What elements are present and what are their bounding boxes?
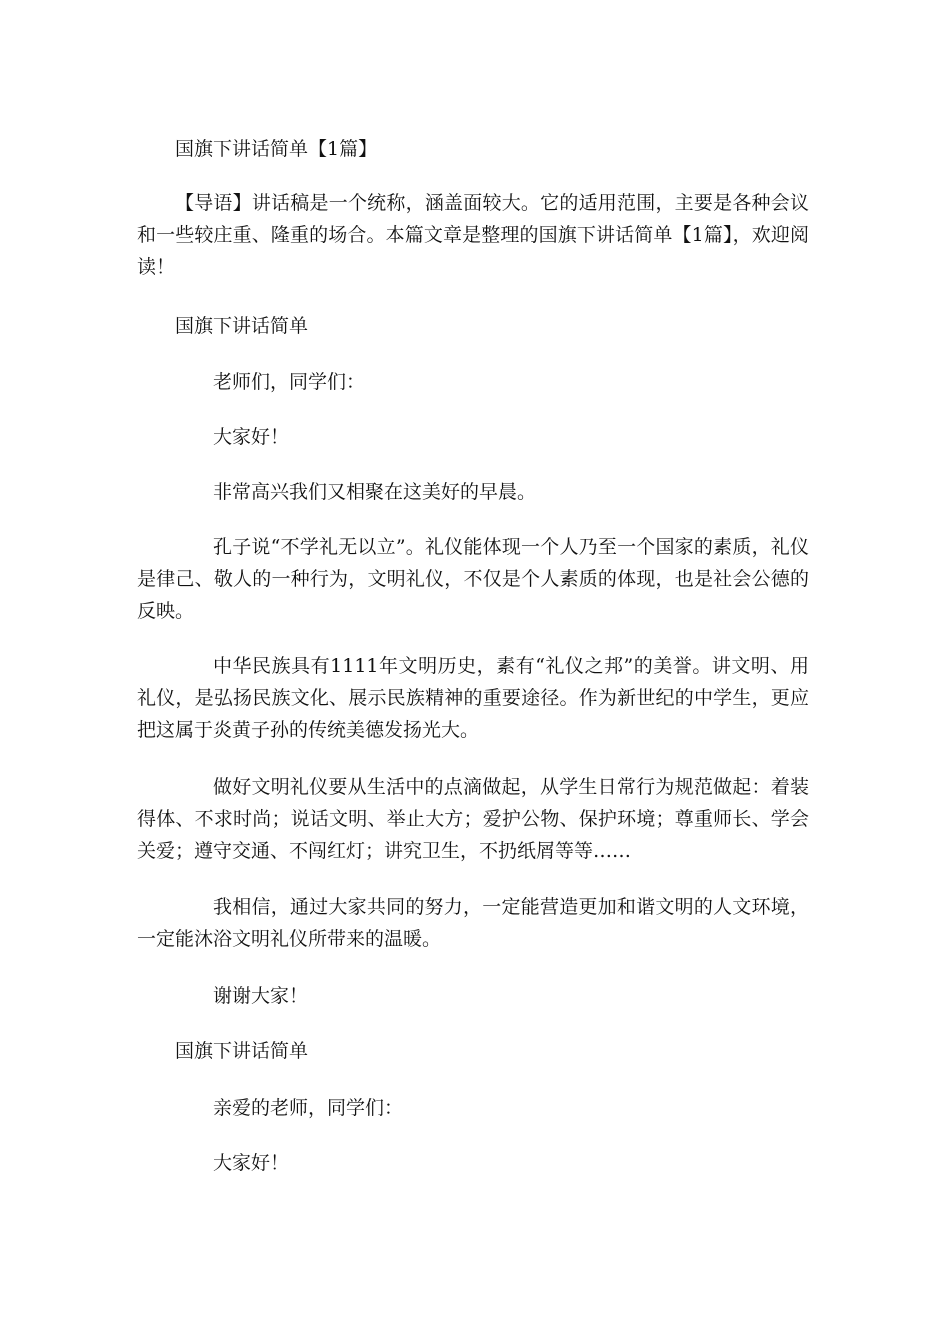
speech1-paragraph-1: 非常高兴我们又相聚在这美好的早晨。 — [213, 481, 537, 503]
speech1-paragraph-3: 中华民族具有1111年文明历史，素有“礼仪之邦”的美誉。讲文明、用礼仪，是弘扬民族文化、展示民族精神的重要途径。作为新世纪的中学生，更应把这属于炎黄子孙的传统美德发扬光大。 — [137, 655, 809, 741]
speech1-paragraph-2: 孔子说“不学礼无以立”。礼仪能体现一个人乃至一个国家的素质，礼仪是律己、敬人的一种行为，文明礼仪，不仅是个人素质的体现，也是社会公德的反映。 — [137, 536, 809, 622]
speech1-paragraph-4: 做好文明礼仪要从生活中的点滴做起，从学生日常行为规范做起：着装得体、不求时尚；说话文明、举止大方；爱护公物、保护环境；尊重师长、学会关爱；遵守交通、不闯红灯；讲究卫生，不扔纸屑等等…… — [137, 776, 809, 862]
speech1-greeting: 大家好！ — [213, 426, 290, 448]
speech1-heading: 国旗下讲话简单 — [175, 315, 309, 337]
document-title: 国旗下讲话简单【1篇】 — [175, 138, 378, 160]
speech2-heading: 国旗下讲话简单 — [175, 1040, 309, 1062]
speech1-paragraph-5: 我相信，通过大家共同的努力，一定能营造更加和谐文明的人文环境，一定能沐浴文明礼仪所带来的温暖。 — [137, 896, 809, 950]
speech1-closing: 谢谢大家！ — [213, 985, 309, 1007]
speech2-greeting: 大家好！ — [213, 1152, 290, 1174]
speech2-salutation: 亲爱的老师，同学们： — [213, 1097, 404, 1119]
speech1-salutation: 老师们，同学们： — [213, 371, 366, 393]
intro-paragraph: 【导语】讲话稿是一个统称，涵盖面较大。它的适用范围，主要是各种会议和一些较庄重、隆重的场合。本篇文章是整理的国旗下讲话简单【1篇】，欢迎阅读！ — [137, 192, 809, 278]
